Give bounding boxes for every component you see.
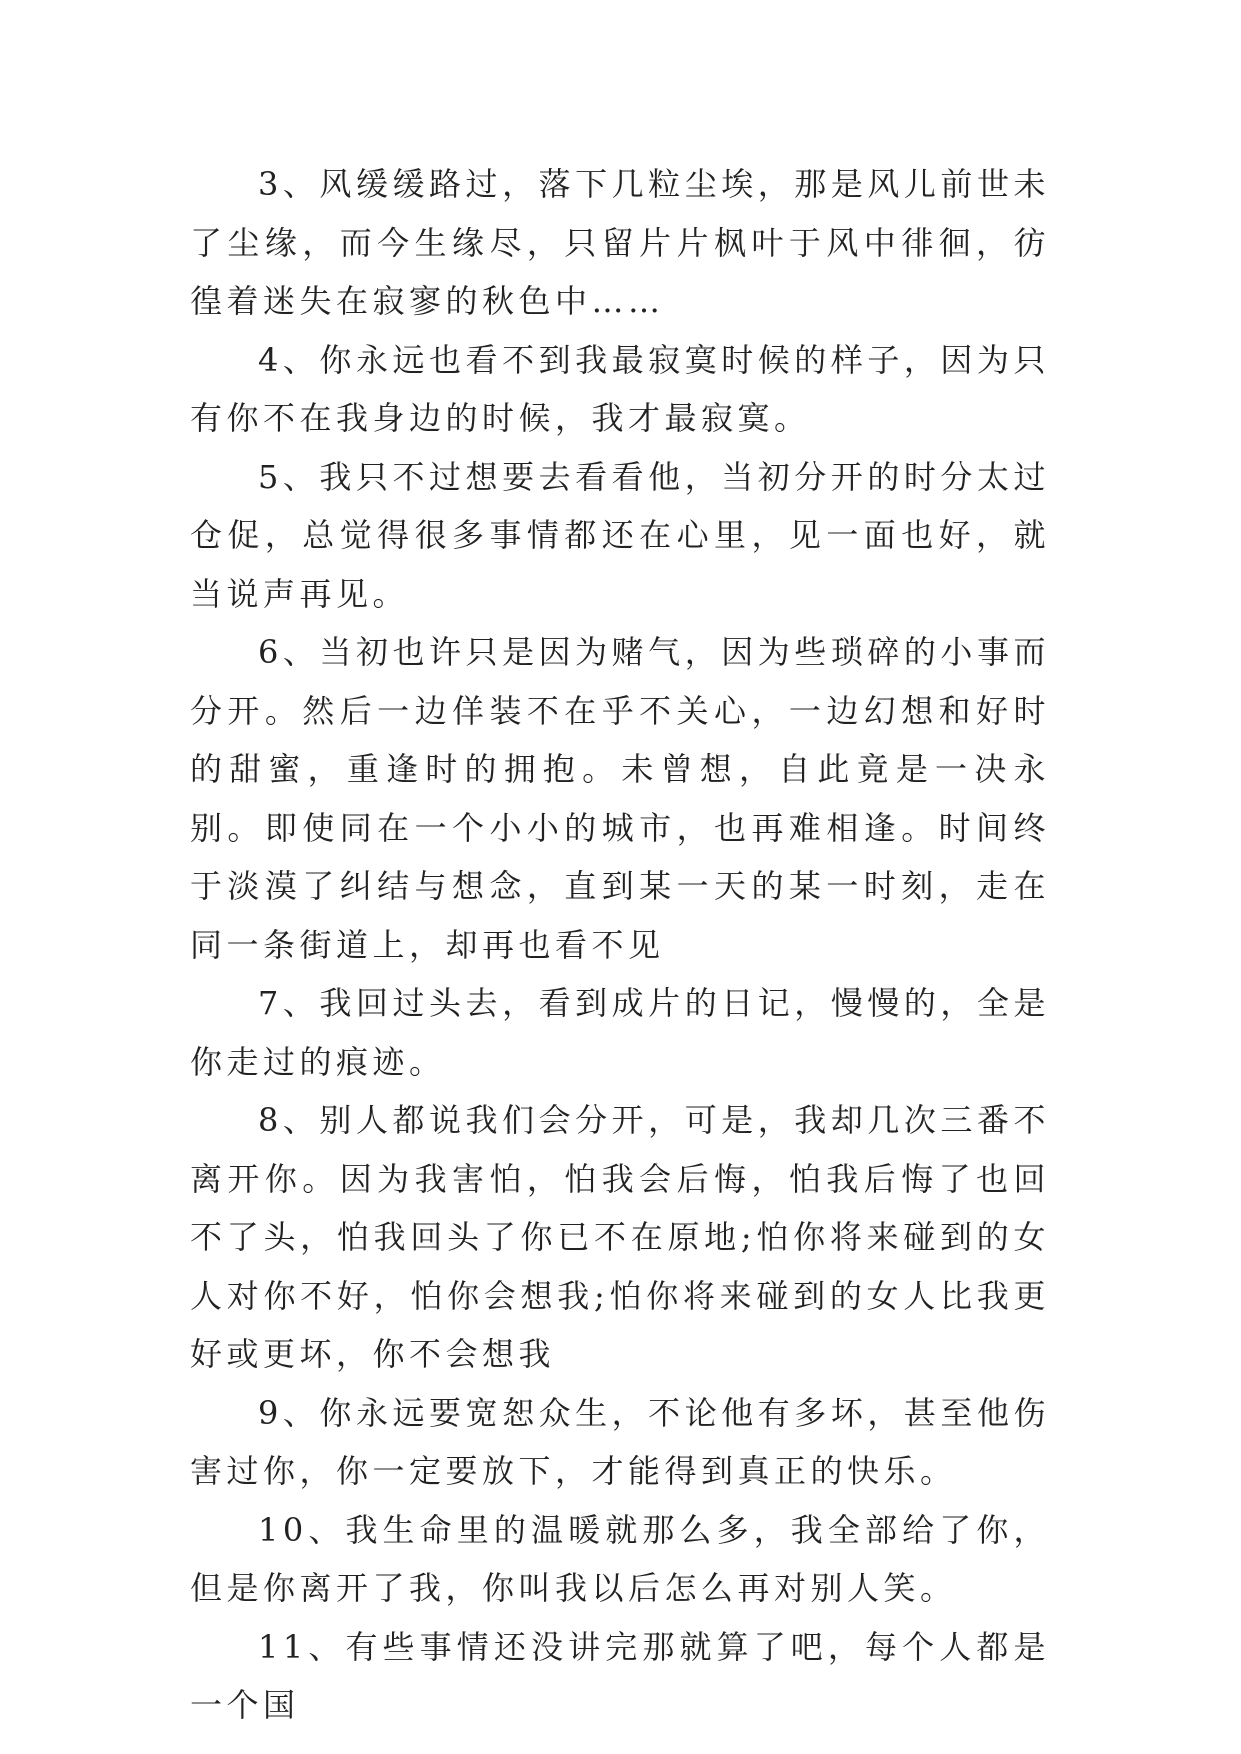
paragraph-4: 4、你永远也看不到我最寂寞时候的样子，因为只有你不在我身边的时候，我才最寂寞。 <box>190 340 1050 437</box>
paragraph-8: 8、别人都说我们会分开，可是，我却几次三番不离开你。因为我害怕，怕我会后悔，怕我后悔了也回不了头，怕我回头了你已不在原地;怕你将来碰到的女人对你不好，怕你会想我;怕你将来碰到的女人比我更好或更坏，你不会想我 <box>190 1101 1050 1373</box>
paragraph-9: 9、你永远要宽恕众生，不论他有多坏，甚至他伤害过你，你一定要放下，才能得到真正的快乐。 <box>190 1393 1050 1490</box>
paragraph-7: 7、我回过头去，看到成片的日记，慢慢的，全是你走过的痕迹。 <box>190 984 1050 1081</box>
paragraph-5: 5、我只不过想要去看看他，当初分开的时分太过仓促，总觉得很多事情都还在心里，见一面也好，就当说声再见。 <box>190 457 1050 613</box>
paragraph-6: 6、当初也许只是因为赌气，因为些琐碎的小事而分开。然后一边佯装不在乎不关心，一边幻想和好时的甜蜜，重逢时的拥抱。未曾想，自此竟是一决永别。即使同在一个小小的城市，也再难相逢。时间终于淡漠了纠结与想念，直到某一天的某一时刻，走在同一条街道上，却再也看不见 <box>190 633 1050 964</box>
document-body <box>190 155 1050 1735</box>
paragraph-10: 10、我生命里的温暖就那么多，我全部给了你，但是你离开了我，你叫我以后怎么再对别人笑。 <box>190 1510 1050 1607</box>
paragraph-3: 3、风缓缓路过，落下几粒尘埃，那是风儿前世未了尘缘，而今生缘尽，只留片片枫叶于风中徘徊，彷徨着迷失在寂寥的秋色中…… <box>190 165 1050 320</box>
paragraph-11: 11、有些事情还没讲完那就算了吧，每个人都是一个国 <box>190 1627 1050 1724</box>
